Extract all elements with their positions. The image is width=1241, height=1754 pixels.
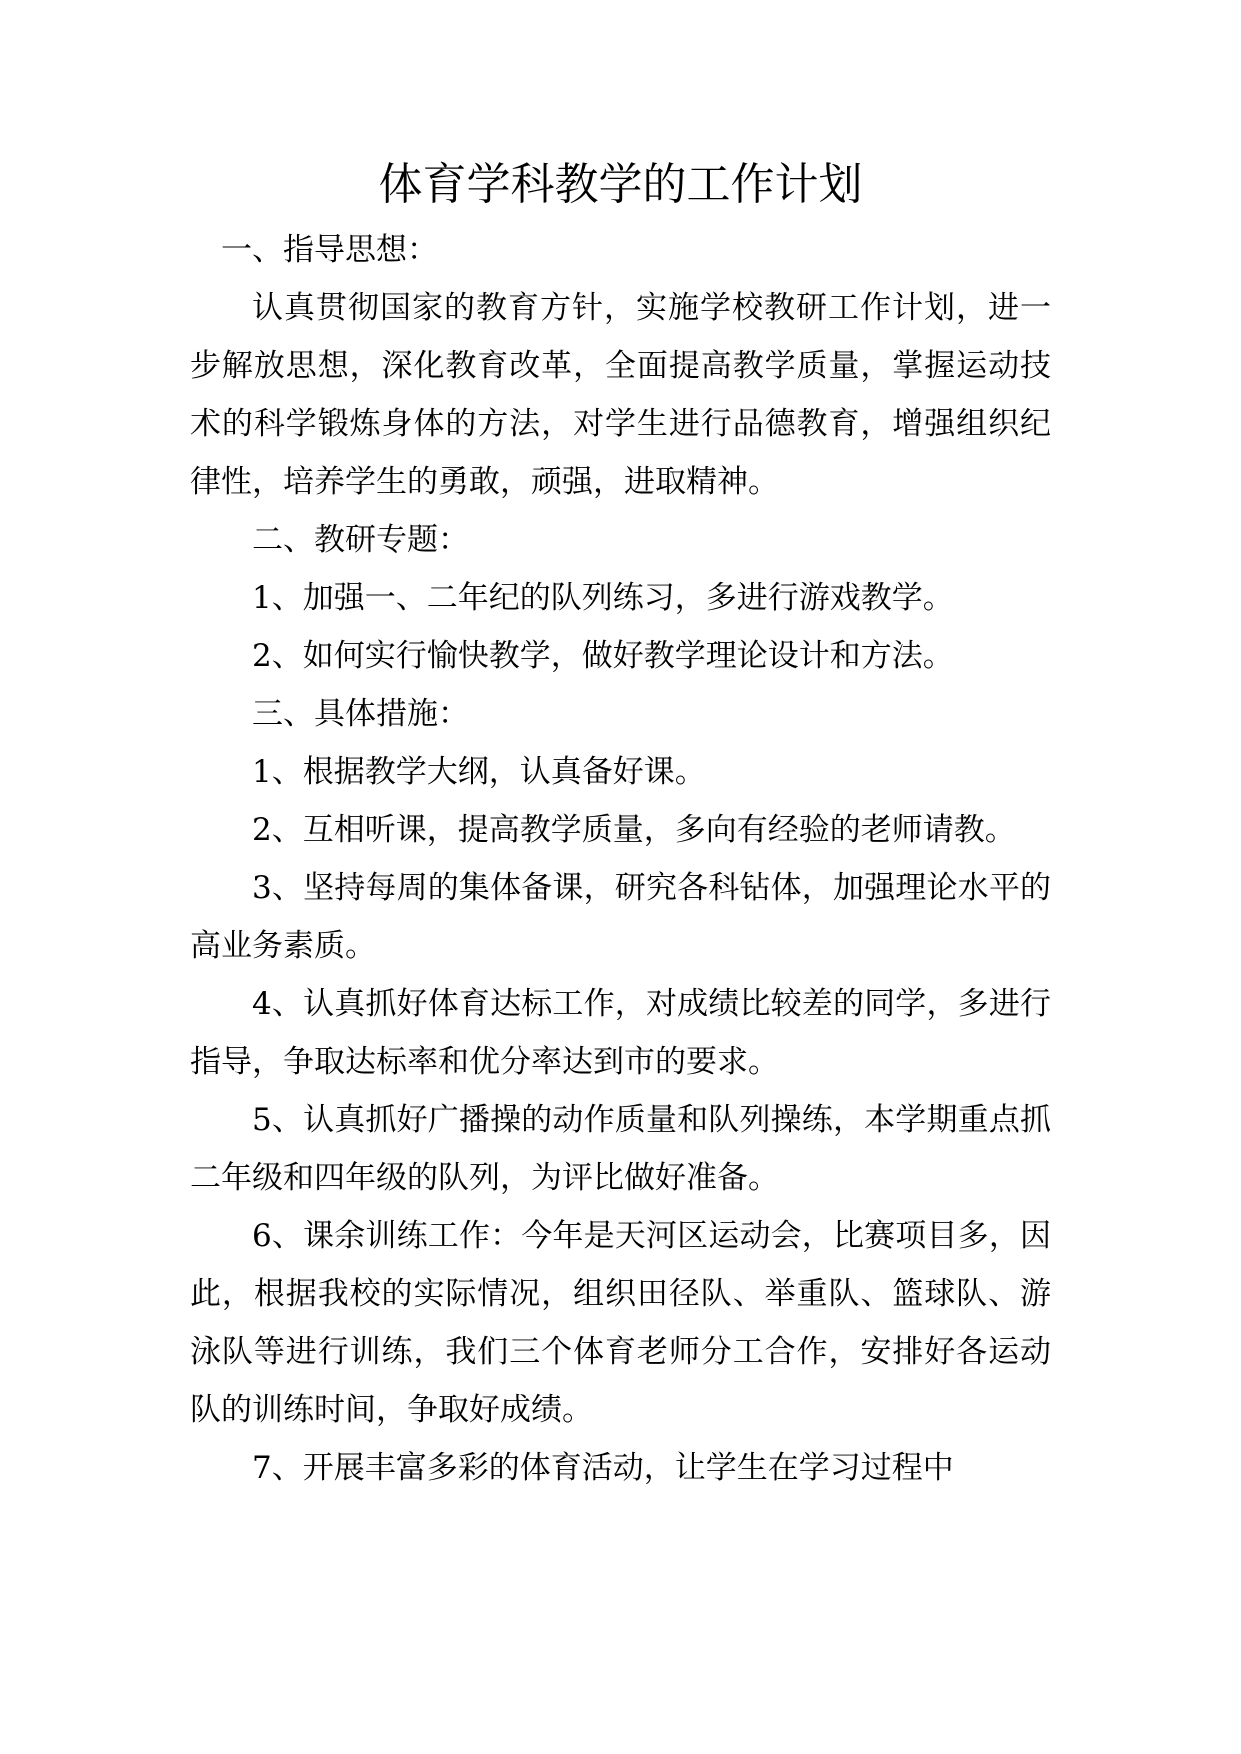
section-heading-measures: 三、具体措施： <box>252 696 469 732</box>
paragraph-guiding-ideology: 认真贯彻国家的教育方针，实施学校教研工作计划，进一步解放思想，深化教育改革，全面提高教学质量，掌握运动技术的科学锻炼身体的方法，对学生进行品德教育，增强组织纪律性，培养学生的勇敢，顽强，进取精神。 <box>190 290 1051 500</box>
section-heading-guiding-ideology: 一、指导思想： <box>221 232 438 268</box>
measure-item: 1、根据教学大纲，认真备好课。 <box>252 754 706 790</box>
research-topic-item: 1、加强一、二年纪的队列练习，多进行游戏教学。 <box>252 580 954 616</box>
document-title: 体育学科教学的工作计划 <box>378 159 863 210</box>
measure-item: 5、认真抓好广播操的动作质量和队列操练，本学期重点抓二年级和四年级的队列，为评比做好准备。 <box>190 1102 1051 1196</box>
measure-item: 6、课余训练工作：今年是天河区运动会，比赛项目多，因此，根据我校的实际情况，组织田径队、举重队、篮球队、游泳队等进行训练，我们三个体育老师分工合作，安排好各运动队的训练时间，争取好成绩。 <box>190 1218 1051 1428</box>
document-body <box>190 221 1051 1497</box>
measure-item: 2、互相听课，提高教学质量，多向有经验的老师请教。 <box>252 812 1016 848</box>
measure-item: 7、开展丰富多彩的体育活动，让学生在学习过程中 <box>252 1450 954 1486</box>
research-topic-item: 2、如何实行愉快教学，做好教学理论设计和方法。 <box>252 638 954 674</box>
section-heading-research-topics: 二、教研专题： <box>252 522 469 558</box>
measure-item: 3、坚持每周的集体备课，研究各科钻体，加强理论水平的高业务素质。 <box>190 870 1051 964</box>
measure-item: 4、认真抓好体育达标工作，对成绩比较差的同学，多进行指导，争取达标率和优分率达到市的要求。 <box>190 986 1051 1080</box>
